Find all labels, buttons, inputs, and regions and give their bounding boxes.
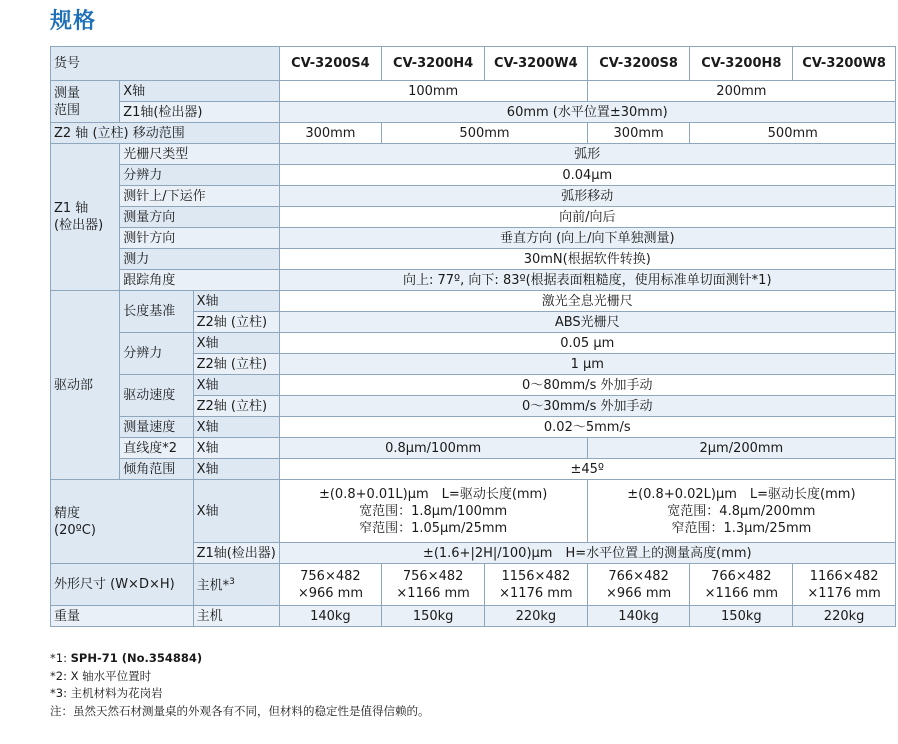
tilt-label: 倾角范围 <box>120 459 193 480</box>
model-header: CV-3200S4 <box>279 47 382 81</box>
dimensions-value <box>793 564 896 606</box>
axis-label: Z2轴 (立柱) <box>193 396 279 417</box>
measure-range-x-8: 200mm <box>587 81 895 102</box>
footnote-1-text: SPH-71 (No.354884) <box>70 651 203 665</box>
accuracy-line: ±(0.8+0.01L)μm L=驱动长度(mm) <box>318 486 548 502</box>
straightness-4-value: 0.8μm/100mm <box>279 438 587 459</box>
resolution-label: 分辨力 <box>120 333 193 375</box>
dim-line: 1156×482 <box>501 568 571 584</box>
measure-range-x-label: X轴 <box>120 81 279 102</box>
z1-row-label: 分辨力 <box>120 165 279 186</box>
dim-line: ×966 mm <box>297 585 363 601</box>
accuracy-line: ±(0.8+0.02L)μm L=驱动长度(mm) <box>627 486 856 502</box>
accuracy-line: 宽范围：4.8μm/200mm <box>667 503 816 519</box>
measure-range-z1-label: Z1轴(检出器) <box>120 102 279 123</box>
spec-table <box>50 46 896 627</box>
axis-label: X轴 <box>193 480 279 543</box>
dim-line: ×1166 mm <box>396 585 470 601</box>
dimensions-label: 外形尺寸 (W×D×H) <box>51 564 194 606</box>
footnote-2: *2: X 轴水平位置时 <box>50 668 152 683</box>
weight-sub: 主机 <box>193 606 279 627</box>
z2-range-hw8: 500mm <box>690 123 896 144</box>
meas-speed-value: 0.02～5mm/s <box>279 417 895 438</box>
z1-row-value: 弧形移动 <box>279 186 895 207</box>
weight-value: 140kg <box>279 606 382 627</box>
axis-label: X轴 <box>193 459 279 480</box>
z2-range-s4: 300mm <box>279 123 382 144</box>
model-header: CV-3200H4 <box>382 47 485 81</box>
dimensions-value <box>382 564 485 606</box>
z1-detector-label: Z1 轴 (检出器) <box>51 144 120 291</box>
weight-value: 220kg <box>485 606 588 627</box>
dim-line: 766×482 <box>608 568 669 584</box>
z1-row-value: 30mN(根据软件转换) <box>279 249 895 270</box>
footnotes <box>50 650 430 720</box>
measure-range-x-4: 100mm <box>279 81 587 102</box>
dimensions-value <box>485 564 588 606</box>
z1-row-label: 测量方向 <box>120 207 279 228</box>
dim-line: 766×482 <box>711 568 772 584</box>
axis-label: X轴 <box>193 333 279 354</box>
footnote-1 <box>50 650 430 668</box>
weight-value: 150kg <box>690 606 793 627</box>
axis-label: Z1轴(检出器) <box>193 543 279 564</box>
dimensions-value <box>279 564 382 606</box>
z2-range-label: Z2 轴 (立柱) 移动范围 <box>51 123 280 144</box>
drive-speed-label: 驱动速度 <box>120 375 193 417</box>
dim-line: ×966 mm <box>606 585 672 601</box>
measure-range-z1-value: 60mm (水平位置±30mm) <box>279 102 895 123</box>
weight-value: 150kg <box>382 606 485 627</box>
drive-speed-z2-value: 0～30mm/s 外加手动 <box>279 396 895 417</box>
dimensions-sub: 主机*$^3$ <box>193 564 279 606</box>
footnote-note: 注：虽然天然石材测量桌的外观各有不同，但材料的稳定性是值得信赖的。 <box>50 703 430 718</box>
drive-speed-x-value: 0～80mm/s 外加手动 <box>279 375 895 396</box>
length-ref-z2-value: ABS光栅尺 <box>279 312 895 333</box>
dim-line: 756×482 <box>300 568 361 584</box>
weight-value: 140kg <box>587 606 690 627</box>
model-header: CV-3200W4 <box>485 47 588 81</box>
weight-label: 重量 <box>51 606 194 627</box>
accuracy-line: 窄范围：1.3μm/25mm <box>671 520 812 536</box>
z1-row-label: 测针方向 <box>120 228 279 249</box>
dim-line: 1166×482 <box>809 568 879 584</box>
model-header: CV-3200W8 <box>793 47 896 81</box>
dim-line: ×1176 mm <box>499 585 573 601</box>
page-title: 规格 <box>50 9 97 34</box>
dimensions-value <box>690 564 793 606</box>
axis-label: Z2轴 (立柱) <box>193 312 279 333</box>
tilt-value: ±45º <box>279 459 895 480</box>
length-ref-label: 长度基准 <box>120 291 193 333</box>
meas-speed-label: 测量速度 <box>120 417 193 438</box>
z1-row-value: 0.04μm <box>279 165 895 186</box>
z2-range-hw4: 500mm <box>382 123 587 144</box>
accuracy-x-8 <box>587 480 895 543</box>
z1-row-label: 测针上/下运作 <box>120 186 279 207</box>
length-ref-x-value: 激光全息光栅尺 <box>279 291 895 312</box>
z1-row-label: 跟踪角度 <box>120 270 279 291</box>
accuracy-line: 宽范围：1.8μm/100mm <box>359 503 508 519</box>
accuracy-x-4 <box>279 480 587 543</box>
axis-label: X轴 <box>193 438 279 459</box>
axis-label: X轴 <box>193 417 279 438</box>
accuracy-line: 窄范围：1.05μm/25mm <box>359 520 508 536</box>
z1-row-value: 向上: 77º, 向下: 83º(根据表面粗糙度，使用标准单切面测针*1) <box>279 270 895 291</box>
accuracy-z1-value: ±(1.6+|2H|/100)μm H=水平位置上的测量高度(mm) <box>279 543 895 564</box>
straightness-8-value: 2μm/200mm <box>587 438 895 459</box>
axis-label: Z2轴 (立柱) <box>193 354 279 375</box>
z1-row-value: 向前/向后 <box>279 207 895 228</box>
dim-line: ×1176 mm <box>807 585 881 601</box>
drive-label: 驱动部 <box>51 291 120 480</box>
z1-row-label: 测力 <box>120 249 279 270</box>
footnote-3: *3: 主机材料为花岗岩 <box>50 686 163 700</box>
axis-label: X轴 <box>193 375 279 396</box>
model-header-label: 货号 <box>51 47 280 81</box>
footnote-1-prefix: *1: <box>50 651 71 665</box>
straightness-label: 直线度*2 <box>120 438 193 459</box>
model-header: CV-3200H8 <box>690 47 793 81</box>
axis-label: X轴 <box>193 291 279 312</box>
resolution-z2-value: 1 μm <box>279 354 895 375</box>
model-header: CV-3200S8 <box>587 47 690 81</box>
dimensions-value <box>587 564 690 606</box>
z2-range-s8: 300mm <box>587 123 690 144</box>
z1-row-value: 弧形 <box>279 144 895 165</box>
weight-value: 220kg <box>793 606 896 627</box>
resolution-x-value: 0.05 μm <box>279 333 895 354</box>
measure-range-label: 测量 范围 <box>51 81 120 123</box>
dim-line: 756×482 <box>402 568 464 584</box>
z1-row-value: 垂直方向 (向上/向下单独测量) <box>279 228 895 249</box>
dim-line: ×1166 mm <box>704 585 779 601</box>
z1-row-label: 光栅尺类型 <box>120 144 279 165</box>
accuracy-label: 精度 (20ºC) <box>51 480 194 564</box>
